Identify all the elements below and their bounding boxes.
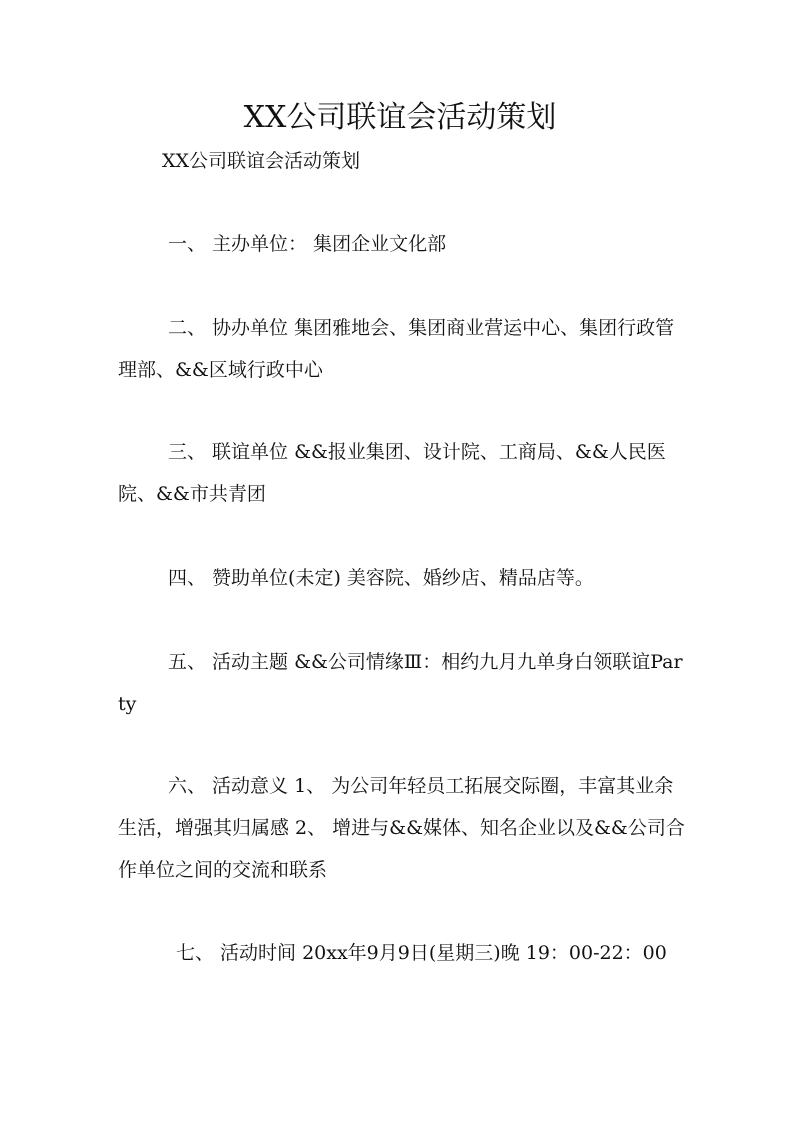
paragraph-co-organizer: 二、 协办单位 集团雅地会、集团商业营运中心、集团行政管理部、&&区域行政中心 <box>118 317 675 381</box>
document-subtitle: XX公司联谊会活动策划 <box>162 150 361 172</box>
paragraph-theme: 五、 活动主题 &&公司情缘Ⅲ：相约九月九单身白领联谊Party <box>118 651 683 715</box>
document-title: XX公司联谊会活动策划 <box>243 100 557 135</box>
paragraph-sponsors: 四、 赞助单位(未定) 美容院、婚纱店、精品店等。 <box>168 567 594 589</box>
paragraph-partner-units: 三、 联谊单位 &&报业集团、设计院、工商局、&&人民医院、&&市共青团 <box>118 441 666 505</box>
paragraph-organizer: 一、 主办单位： 集团企业文化部 <box>168 233 447 255</box>
paragraph-time: 七、 活动时间 20xx年9月9日(星期三)晚 19：00-22：00 <box>176 942 667 964</box>
paragraph-significance: 六、 活动意义 1、 为公司年轻员工拓展交际圈，丰富其业余生活，增强其归属感 2、 增进与&&媒体、知名企业以及&&公司合作单位之间的交流和联系 <box>118 775 685 881</box>
